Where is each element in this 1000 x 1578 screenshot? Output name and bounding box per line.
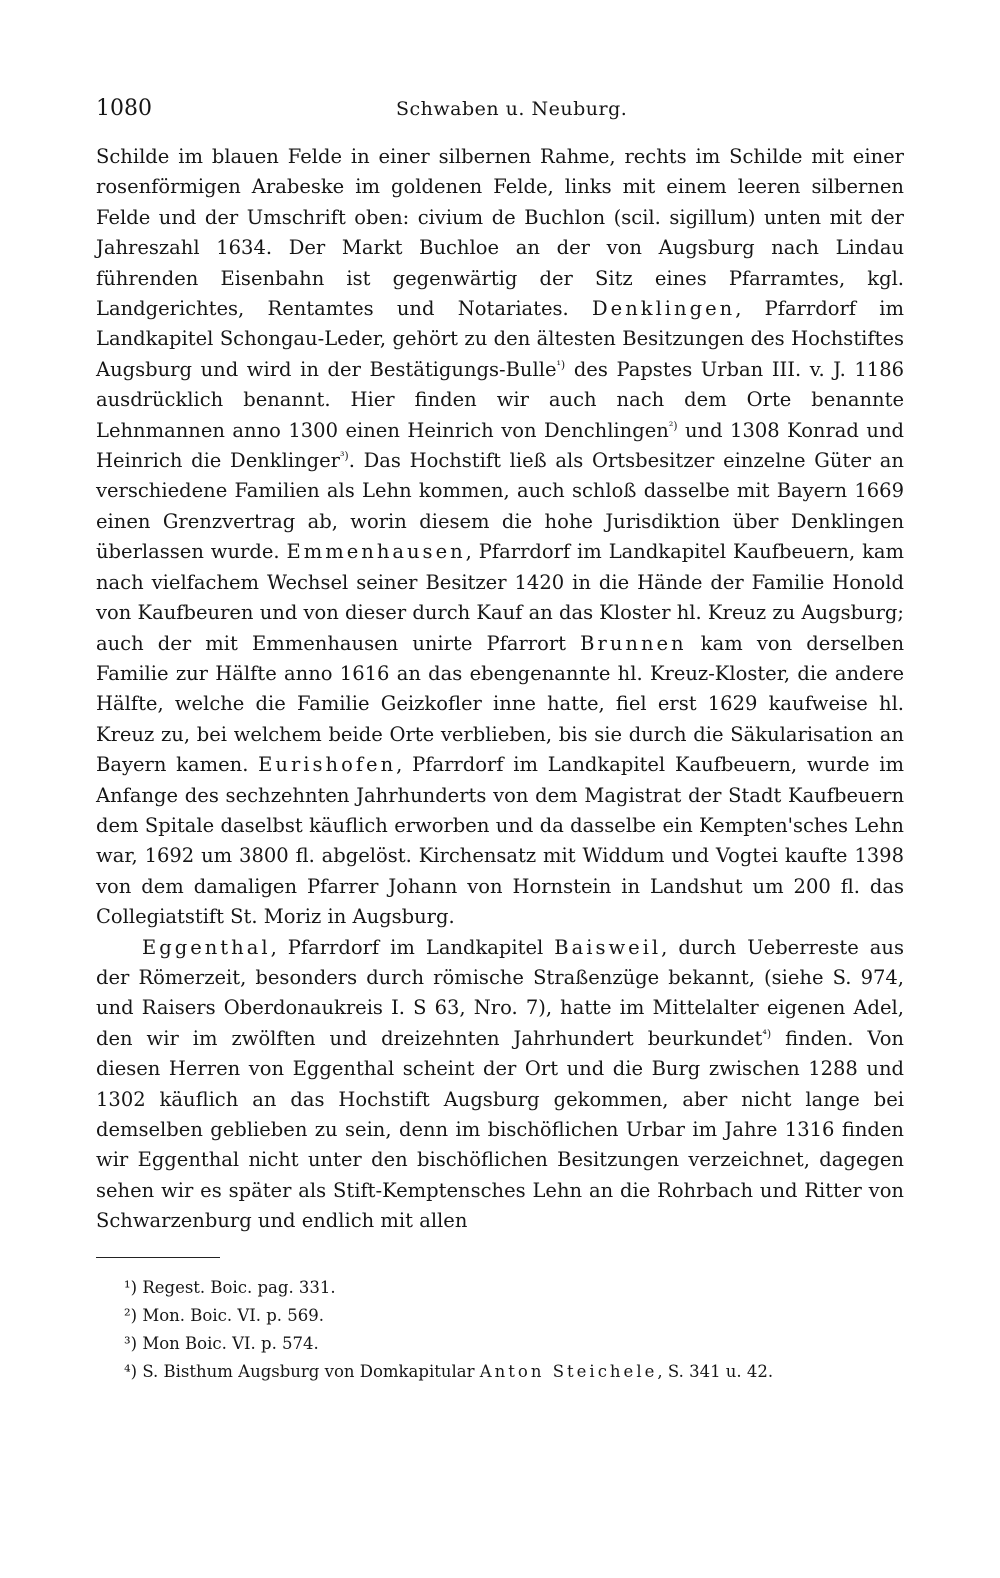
body-text bbox=[96, 142, 904, 1237]
text-run: , durch Ueberreste aus der Römerzeit, besonders durch römische Straßenzüge bekannt, (siehe S. 974, und Raisers Oberdonaukreis I. S 63, Nro. 7), hatte im Mittelalter eigenen Adel, den wir im zwölften und dreizehnten Jahrhundert beurkundet bbox=[96, 935, 904, 1050]
place-name: Eggenthal bbox=[142, 935, 271, 959]
footnote bbox=[124, 1274, 904, 1302]
page-header bbox=[96, 96, 904, 136]
footnote-mark: ¹) bbox=[124, 1277, 138, 1297]
footnote-mark: ²) bbox=[124, 1305, 138, 1325]
text-run: , Pfarrdorf im Landkapitel Kaufbeuern, kam nach vielfachem Wechsel seiner Besitzer 1420 in die Hände der Familie Honold von Kaufbeuren und von dieser durch Kauf an das Kloster hl. Kreuz zu Augsburg; auch der mit Emmenhausen unirte Pfarrort bbox=[96, 540, 905, 655]
page-number: 1080 bbox=[96, 96, 152, 121]
text-run: des Papstes Urban III. v. J. 1186 ausdrücklich benannt. Hier finden wir auch nach dem Orte benannte Lehnmannen anno 1300 einen Heinrich von Denchlingen bbox=[96, 357, 905, 442]
text-run: Schilde im blauen Felde in einer silbernen Rahme, rechts im Schilde mit einer rosenförmigen Arabeske im goldenen Felde, links mit einem leeren silbernen Felde und der Umschrift oben: civium de Buchlon (scil. sigillum) unten mit der Jahreszahl 1634. Der Markt Buchloe an der von Augsburg nach Lindau führenden Eisenbahn ist gegenwärtig der Sitz eines Pfarramtes, kgl. Landgerichtes, Rentamtes und Notariates. bbox=[96, 145, 904, 321]
footnote-reference: ²) bbox=[668, 419, 678, 433]
footnotes bbox=[96, 1274, 904, 1386]
text-run: Mon. Boic. VI. p. 569. bbox=[142, 1305, 325, 1325]
text-run: . Das Hochstift ließ als Ortsbesitzer einzelne Güter an verschiedene Familien als Lehn kommen, auch schloß dasselbe mit Bayern 1669 einen Grenzvertrag ab, worin diesem die hohe Jurisdiktion über Denklingen überlassen wurde. bbox=[96, 449, 904, 564]
place-name: Eurishofen bbox=[258, 753, 397, 777]
text-run: , Pfarrdorf im Landkapitel Schongau-Leder, gehört zu den ältesten Besitzungen des Hochstiftes Augsburg und wird in der Bestätigungs-Bulle bbox=[96, 297, 904, 381]
place-name: Baisweil bbox=[554, 935, 662, 959]
footnote-reference: ¹) bbox=[556, 358, 566, 372]
text-run: , S. 341 u. 42. bbox=[657, 1361, 774, 1381]
text-run: S. Bisthum Augsburg von Domkapitular bbox=[142, 1361, 480, 1381]
text-run: kam von derselben Familie zur Hälfte anno 1616 an das ebengenannte hl. Kreuz-Kloster, die andere Hälfte, welche die Familie Geizkofler inne hatte, fiel erst 1629 kaufweise hl. Kreuz zu, bei welchem beide Orte verblieben, bis sie durch die Säkularisation an Bayern kamen. bbox=[96, 631, 905, 777]
text-run: Mon Boic. VI. p. 574. bbox=[142, 1333, 319, 1353]
body-paragraph bbox=[96, 933, 904, 1237]
text-run: Regest. Boic. pag. 331. bbox=[142, 1277, 336, 1297]
footnote-reference: ⁴) bbox=[762, 1027, 772, 1041]
footnote-mark: ³) bbox=[124, 1333, 138, 1353]
text-run: , Pfarrdorf im Landkapitel bbox=[270, 935, 555, 959]
place-name: Denklingen bbox=[592, 297, 736, 321]
footnote bbox=[124, 1302, 904, 1330]
running-head: Schwaben u. Neuburg. bbox=[396, 98, 628, 120]
footnote bbox=[124, 1330, 904, 1358]
footnote bbox=[124, 1358, 904, 1386]
footnote-divider bbox=[96, 1257, 220, 1258]
place-name: Anton Steichele bbox=[479, 1361, 658, 1381]
footnote-reference: ³) bbox=[339, 449, 349, 463]
text-run: und 1308 Konrad und Heinrich die Denklinger bbox=[96, 418, 904, 473]
body-paragraph bbox=[96, 142, 904, 933]
footnote-mark: ⁴) bbox=[124, 1361, 138, 1381]
place-name: Brunnen bbox=[580, 631, 687, 655]
text-run: , Pfarrdorf im Landkapitel Kaufbeuern, wurde im Anfange des sechzehnten Jahrhunderts von dem Magistrat der Stadt Kaufbeuern dem Spitale daselbst käuflich erworben und da dasselbe ein Kempten'sches Lehn war, 1692 um 3800 fl. abgelöst. Kirchensatz mit Widdum und Vogtei kaufte 1398 von dem damaligen Pfarrer Johann von Hornstein in Landshut um 200 fl. das Collegiatstift St. Moriz in Augsburg. bbox=[96, 753, 904, 929]
document-page bbox=[96, 96, 904, 1386]
text-run: finden. Von diesen Herren von Eggenthal scheint der Ort und die Burg zwischen 1288 und 1302 käuflich an das Hochstift Augsburg gekommen, aber nicht lange bei demselben geblieben zu sein, denn im bischöflichen Urbar im Jahre 1316 finden wir Eggenthal nicht unter den bischöflichen Besitzungen verzeichnet, dagegen sehen wir es später als Stift-Kemptensches Lehn an die Rohrbach und Ritter von Schwarzenburg und endlich mit allen bbox=[96, 1026, 904, 1233]
place-name: Emmenhausen bbox=[286, 540, 466, 564]
